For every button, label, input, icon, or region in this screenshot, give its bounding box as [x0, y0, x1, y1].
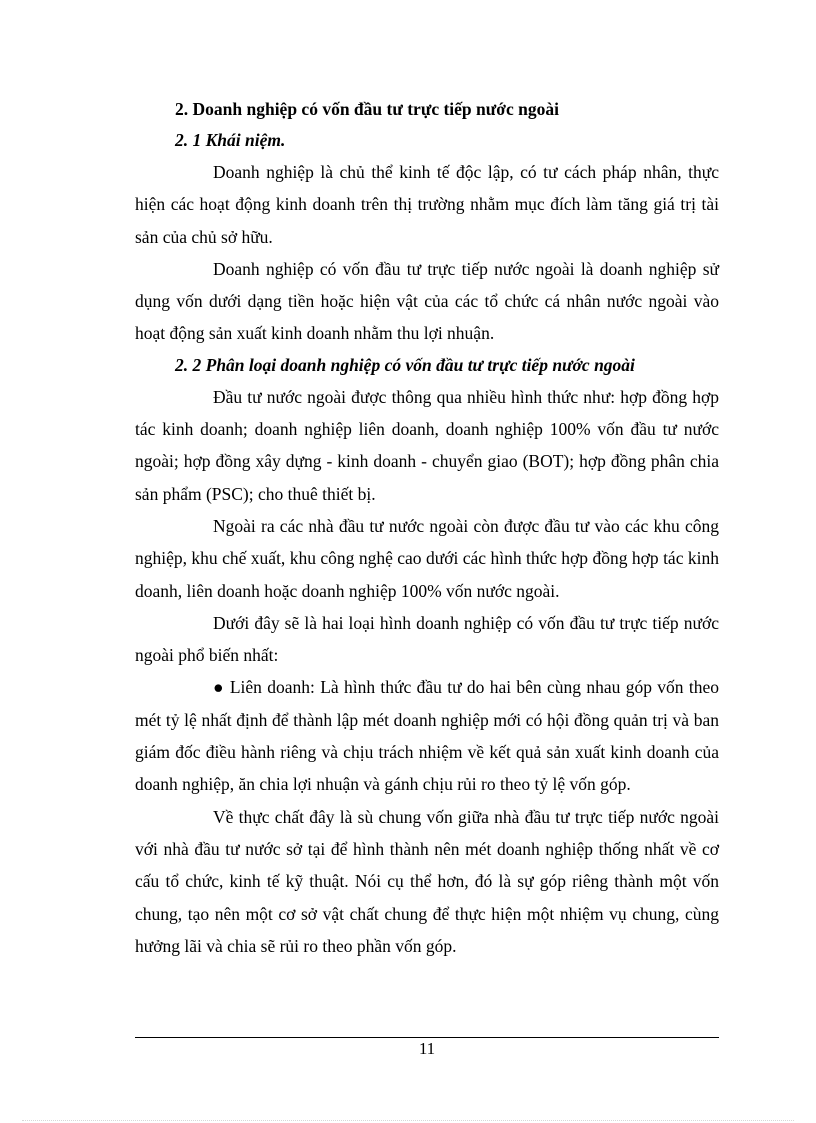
- section-heading: 2. Doanh nghiệp có vốn đầu tư trực tiếp nước ngoài: [175, 99, 559, 119]
- page-bottom-border: [22, 1120, 794, 1121]
- paragraph-zones: Ngoài ra các nhà đầu tư nước ngoài còn được đầu tư vào các khu công nghiệp, khu chế xuất, khu công nghệ cao dưới các hình thức hợp đồng hợp tác kinh doanh, liên doanh hoặc doanh nghiệp 100% vốn nước ngoài.: [135, 515, 719, 601]
- page-number: 11: [418, 1039, 436, 1058]
- paragraph-joint-venture-nature: Về thực chất đây là sù chung vốn giữa nhà đầu tư trực tiếp nước ngoài với nhà đầu tư nước sở tại để hình thành nên mét doanh nghiệp thống nhất về cơ cấu tổ chức, kinh tế kỹ thuật. Nói cụ thể hơn, đó là sự góp riêng thành một vốn chung, tạo nên một cơ sở vật chất chung để thực hiện một nhiệm vụ chung, cùng hưởng lãi và chia sẽ rủi ro theo phần vốn góp.: [135, 806, 719, 956]
- footer-divider: [135, 1037, 719, 1038]
- subsection-heading-concept: 2. 1 Khái niệm.: [175, 130, 286, 150]
- bullet-joint-venture: ● Liên doanh: Là hình thức đầu tư do hai bên cùng nhau góp vốn theo mét tỷ lệ nhất định để thành lập mét doanh nghiệp mới có hội đồng quản trị và ban giám đốc điều hành riêng và chịu trách nhiệm về kết quả sản xuất kinh doanh của doanh nghiệp, ăn chia lợi nhuận và gánh chịu rủi ro theo tỷ lệ vốn góp.: [135, 677, 719, 795]
- page-content: [135, 94, 719, 962]
- paragraph-forms: Đầu tư nước ngoài được thông qua nhiều hình thức như: hợp đồng hợp tác kinh doanh; doanh nghiệp liên doanh, doanh nghiệp 100% vốn đầu tư nước ngoài; hợp đồng xây dựng - kinh doanh - chuyển giao (BOT); hợp đồng phân chia sản phẩm (PSC); cho thuê thiết bị.: [135, 386, 719, 504]
- subsection-heading-classification: 2. 2 Phân loại doanh nghiệp có vốn đầu tư trực tiếp nước ngoài: [175, 354, 635, 375]
- paragraph-two-types: Dưới đây sẽ là hai loại hình doanh nghiệp có vốn đầu tư trực tiếp nước ngoài phổ biến nhất:: [135, 612, 719, 666]
- paragraph-definition: Doanh nghiệp là chủ thể kinh tế độc lập, có tư cách pháp nhân, thực hiện các hoạt động kinh doanh trên thị trường nhằm mục đích làm tăng giá trị tài sản của chủ sở hữu.: [135, 162, 719, 247]
- paragraph-fdi-definition: Doanh nghiệp có vốn đầu tư trực tiếp nước ngoài là doanh nghiệp sử dụng vốn dưới dạng tiền hoặc hiện vật của các tổ chức cá nhân nước ngoài vào hoạt động sản xuất kinh doanh nhằm thu lợi nhuận.: [135, 258, 719, 344]
